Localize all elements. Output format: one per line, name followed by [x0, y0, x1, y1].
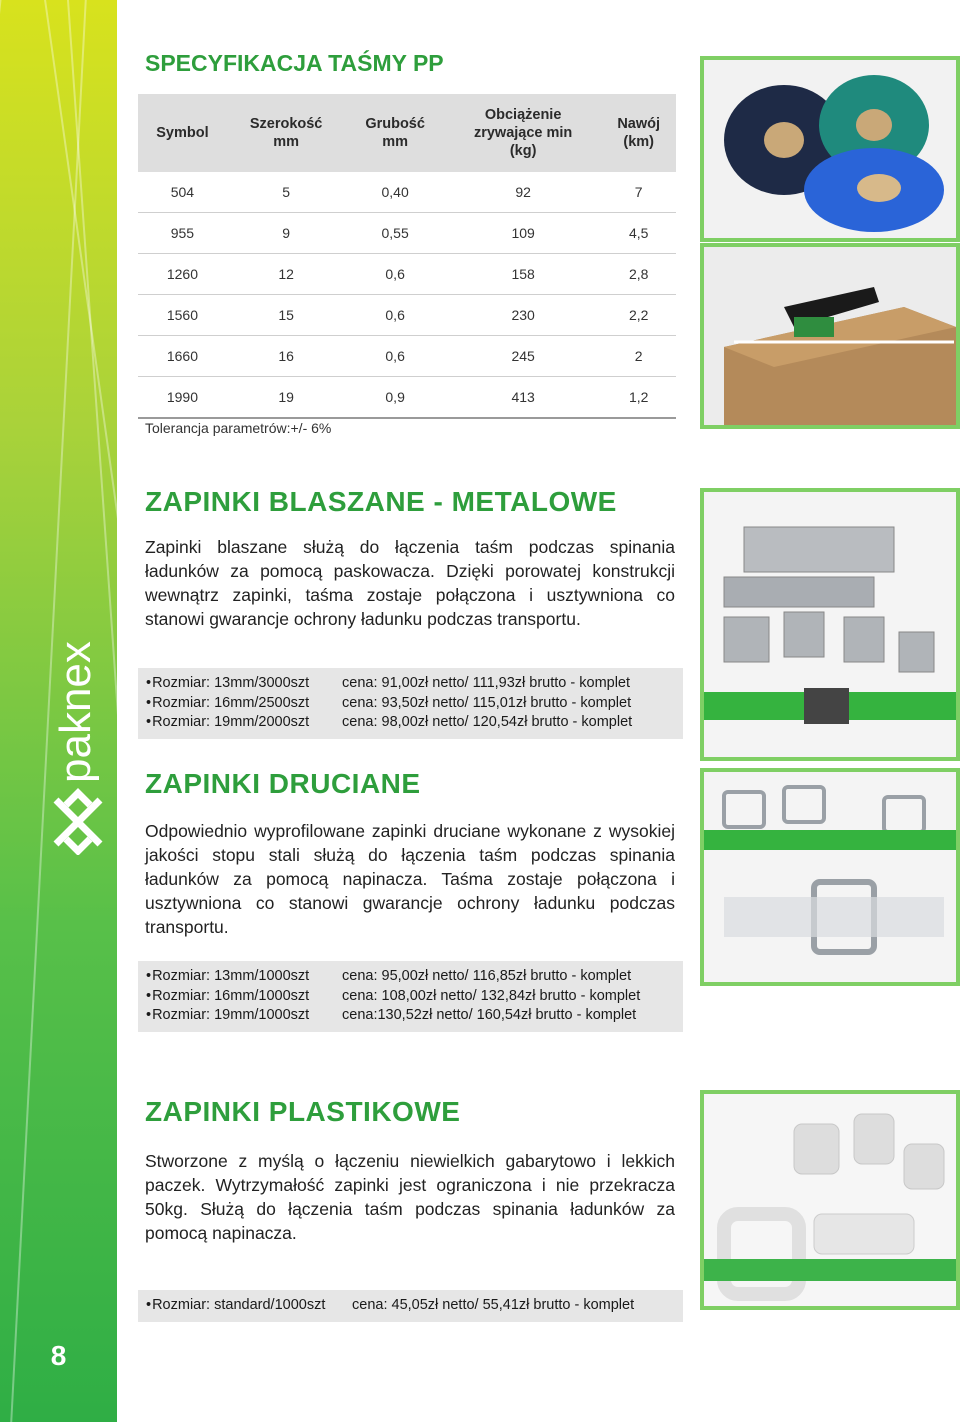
- table-cell: 2,8: [601, 254, 676, 295]
- price-row: [146, 987, 675, 1007]
- price-row: [146, 674, 675, 694]
- size-label: [146, 674, 342, 694]
- metal-price-box: [138, 668, 683, 739]
- spec-header-3: [445, 94, 601, 172]
- table-cell: 0,9: [345, 377, 445, 419]
- spec-header-line: Obciążenie: [484, 107, 562, 123]
- table-cell: 1990: [138, 377, 227, 419]
- spec-header-line: Grubość: [365, 116, 425, 132]
- size-label: [146, 713, 342, 733]
- table-cell: 4,5: [601, 213, 676, 254]
- paknex-logo: [48, 625, 108, 855]
- price-row: [146, 1006, 675, 1026]
- table-cell: 413: [445, 377, 601, 419]
- spec-header-line: Symbol: [156, 125, 209, 141]
- size-label: [146, 694, 342, 714]
- table-cell: 9: [227, 213, 346, 254]
- wire-clips-photo: [700, 768, 960, 986]
- table-cell: 1560: [138, 295, 227, 336]
- size-label: [146, 1006, 342, 1026]
- plastic-price-box: [138, 1290, 683, 1322]
- sidebar: [0, 0, 117, 1422]
- metal-title: ZAPINKI BLASZANE - METALOWE: [145, 486, 617, 517]
- table-cell: 0,6: [345, 295, 445, 336]
- table-row: [138, 336, 676, 377]
- price-row: [146, 713, 675, 733]
- table-row: [138, 213, 676, 254]
- size-label: [146, 967, 342, 987]
- price-text: cena: 45,05zł netto/ 55,41zł brutto - komplet: [352, 1297, 635, 1313]
- wire-description: Odpowiednio wyprofilowane zapinki druciane wykonane z wysokiej jakości stopu stali służą do łączenia taśm podczas spinania ładunków za pomocą napinacza. Taśma zostaje połączona i usztywniona co stanowi gwarancje ochrony ładunku podczas transportu.: [145, 821, 675, 937]
- size-text: Rozmiar: 16mm/1000szt: [152, 987, 310, 1004]
- spec-header-2: [345, 94, 445, 172]
- plastic-description: Stworzone z myślą o łączeniu niewielkich gabarytowo i lekkich paczek. Wytrzymałość zapinki jest ograniczona i nie przekracza 50kg. Służą do łączenia taśm podczas spinania ładunków za pomocą napinacza.: [145, 1151, 675, 1243]
- plastic-title: ZAPINKI PLASTIKOWE: [145, 1096, 461, 1127]
- table-cell: 158: [445, 254, 601, 295]
- table-cell: 245: [445, 336, 601, 377]
- price-text: cena: 95,00zł netto/ 116,85zł brutto - komplet: [342, 968, 632, 984]
- size-text: Rozmiar: 13mm/1000szt: [152, 968, 310, 984]
- size-text: Rozmiar: standard/1000szt: [152, 1297, 326, 1313]
- table-cell: 955: [138, 213, 227, 254]
- table-cell: 0,40: [345, 172, 445, 213]
- table-cell: 7: [601, 172, 676, 213]
- wire-title: ZAPINKI DRUCIANE: [145, 768, 421, 799]
- table-cell: 12: [227, 254, 346, 295]
- spec-header-line: mm: [382, 134, 409, 150]
- table-cell: 16: [227, 336, 346, 377]
- table-cell: 1,2: [601, 377, 676, 419]
- table-cell: 109: [445, 213, 601, 254]
- table-row: [138, 254, 676, 295]
- table-cell: 2: [601, 336, 676, 377]
- spec-table: [138, 94, 676, 419]
- table-cell: 19: [227, 377, 346, 419]
- table-cell: 0,6: [345, 254, 445, 295]
- table-cell: 2,2: [601, 295, 676, 336]
- spec-header-4: [601, 94, 676, 172]
- price-text: cena: 98,00zł netto/ 120,54zł brutto - komplet: [342, 714, 633, 730]
- table-cell: 15: [227, 295, 346, 336]
- table-cell: 1660: [138, 336, 227, 377]
- spec-header-line: Szerokość: [249, 116, 323, 132]
- spec-header-line: zrywające min: [473, 125, 573, 141]
- tensioner-photo: [700, 243, 960, 429]
- size-label: [146, 987, 342, 1007]
- spec-header-line: (kg): [509, 143, 537, 159]
- price-text: cena: 108,00zł netto/ 132,84zł brutto - komplet: [342, 987, 641, 1004]
- spec-header-line: mm: [273, 134, 299, 150]
- table-cell: 0,55: [345, 213, 445, 254]
- table-cell: 0,6: [345, 336, 445, 377]
- size-text: Rozmiar: 13mm/3000szt: [152, 675, 310, 691]
- size-label: [146, 1296, 352, 1316]
- page-number: 8: [50, 1340, 67, 1371]
- size-text: Rozmiar: 16mm/2500szt: [152, 694, 310, 711]
- strap-rolls-photo: [700, 56, 960, 242]
- table-row: [138, 377, 676, 419]
- table-cell: 1260: [138, 254, 227, 295]
- price-text: cena:130,52zł netto/ 160,54zł brutto - komplet: [342, 1007, 637, 1023]
- metal-description: Zapinki blaszane służą do łączenia taśm podczas spinania ładunków za pomocą paskowacza. Dzięki porowatej konstrukcji wewnątrz zapinki, taśma zostaje połączona i usztywniona co stanowi gwarancje ochrony ładunku podczas transportu.: [145, 537, 675, 629]
- size-text: Rozmiar: 19mm/1000szt: [152, 1007, 310, 1023]
- price-row: [146, 1296, 675, 1316]
- table-cell: 5: [227, 172, 346, 213]
- table-cell: 92: [445, 172, 601, 213]
- price-text: cena: 91,00zł netto/ 111,93zł brutto - komplet: [342, 675, 631, 691]
- spec-title: SPECYFIKACJA TAŚMY PP: [145, 50, 444, 76]
- spec-header-0: [138, 94, 227, 172]
- price-text: cena: 93,50zł netto/ 115,01zł brutto - komplet: [342, 694, 632, 711]
- wire-price-box: [138, 961, 683, 1032]
- table-row: [138, 295, 676, 336]
- brand-text: paknex: [51, 641, 100, 783]
- table-cell: 230: [445, 295, 601, 336]
- size-text: Rozmiar: 19mm/2000szt: [152, 714, 310, 730]
- metal-clips-photo: [700, 488, 960, 761]
- table-row: [138, 172, 676, 213]
- tolerance-note: Tolerancja parametrów:+/- 6%: [145, 420, 332, 436]
- price-row: [146, 967, 675, 987]
- price-row: [146, 694, 675, 714]
- spec-header-1: [227, 94, 346, 172]
- spec-header-line: (km): [623, 134, 654, 150]
- plastic-clips-photo: [700, 1090, 960, 1310]
- table-cell: 504: [138, 172, 227, 213]
- spec-header-line: Nawój: [617, 116, 661, 132]
